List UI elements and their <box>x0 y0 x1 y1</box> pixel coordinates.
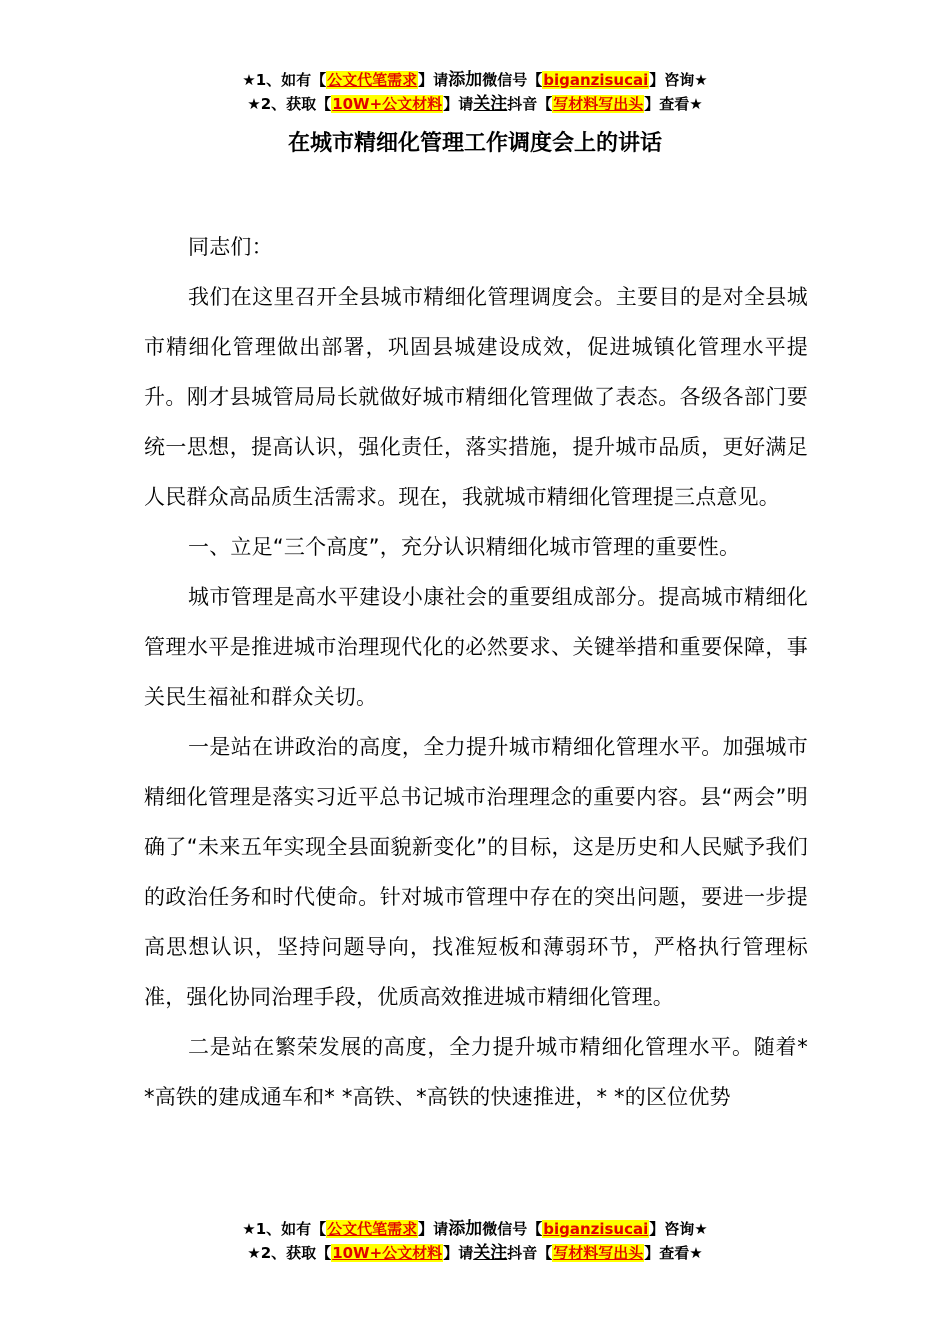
banner-text: 】请 <box>443 95 474 113</box>
banner-line-2 <box>0 1241 950 1265</box>
banner-text: 】查看★ <box>644 1244 703 1262</box>
banner-emphasis: 添加 <box>448 70 483 90</box>
banner-text: ★2、获取【 <box>247 1244 332 1262</box>
banner-text: ★2、获取【 <box>247 95 332 113</box>
banner-text: 微信号【 <box>482 71 543 89</box>
highlight-wechat-id: biganzisucai <box>543 1220 649 1238</box>
document-title: 在城市精细化管理工作调度会上的讲话 <box>287 131 662 156</box>
paragraph: 城市管理是高水平建设小康社会的重要组成部分。提高城市精细化管理水平是推进城市治理现代化的必然要求、关键举措和重要保障，事关民生福祉和群众关切。 <box>144 585 808 709</box>
highlight-materials: 10W+公文材料 <box>332 95 443 113</box>
banner-text: 】请 <box>418 1220 449 1238</box>
banner-text: ★1、如有【 <box>242 1220 327 1238</box>
banner-text: ★1、如有【 <box>242 71 327 89</box>
highlight-douyin-account: 写材料写出头 <box>553 1244 644 1262</box>
document-body <box>144 222 808 1109</box>
banner-text: 】咨询★ <box>649 1220 708 1238</box>
paragraph: 一是站在讲政治的高度，全力提升城市精细化管理水平。加强城市精细化管理是落实习近平总书记城市治理理念的重要内容。县“两会”明确了“未来五年实现全县面貌新变化”的目标，这是历史和人民赋予我们的政治任务和时代使命。针对城市管理中存在的突出问题，要进一步提高思想认识，坚持问题导向，找准短板和薄弱环节，严格执行管理标准，强化协同治理手段，优质高效推进城市精细化管理。 <box>144 735 808 1009</box>
header-banner <box>0 68 950 116</box>
paragraph: 我们在这里召开全县城市精细化管理调度会。主要目的是对全县城市精细化管理做出部署，巩固县城建设成效，促进城镇化管理水平提升。刚才县城管局局长就做好城市精细化管理做了表态。各级各部门要统一思想，提高认识，强化责任，落实措施，提升城市品质，更好满足人民群众高品质生活需求。现在，我就城市精细化管理提三点意见。 <box>144 285 808 509</box>
banner-text: 抖音【 <box>507 95 553 113</box>
banner-line-2 <box>0 92 950 116</box>
banner-text: 】查看★ <box>644 95 703 113</box>
banner-emphasis: 关注 <box>473 1243 508 1263</box>
highlight-douyin-account: 写材料写出头 <box>553 95 644 113</box>
paragraph: 二是站在繁荣发展的高度，全力提升城市精细化管理水平。随着* *高铁的建成通车和* *高铁、*高铁的快速推进，* *的区位优势 <box>144 1035 808 1109</box>
banner-text: 】咨询★ <box>649 71 708 89</box>
footer-banner <box>0 1217 950 1265</box>
banner-emphasis: 添加 <box>448 1219 483 1239</box>
salutation: 同志们： <box>188 235 273 259</box>
banner-emphasis: 关注 <box>473 94 508 114</box>
highlight-service: 公文代笔需求 <box>327 71 418 89</box>
highlight-service: 公文代笔需求 <box>327 1220 418 1238</box>
banner-line-1 <box>0 1217 950 1241</box>
banner-text: 】请 <box>443 1244 474 1262</box>
section-heading: 一、立足“三个高度”，充分认识精细化城市管理的重要性。 <box>188 535 741 559</box>
banner-text: 微信号【 <box>482 1220 543 1238</box>
banner-line-1 <box>0 68 950 92</box>
highlight-materials: 10W+公文材料 <box>332 1244 443 1262</box>
banner-text: 】请 <box>418 71 449 89</box>
highlight-wechat-id: biganzisucai <box>543 71 649 89</box>
banner-text: 抖音【 <box>507 1244 553 1262</box>
